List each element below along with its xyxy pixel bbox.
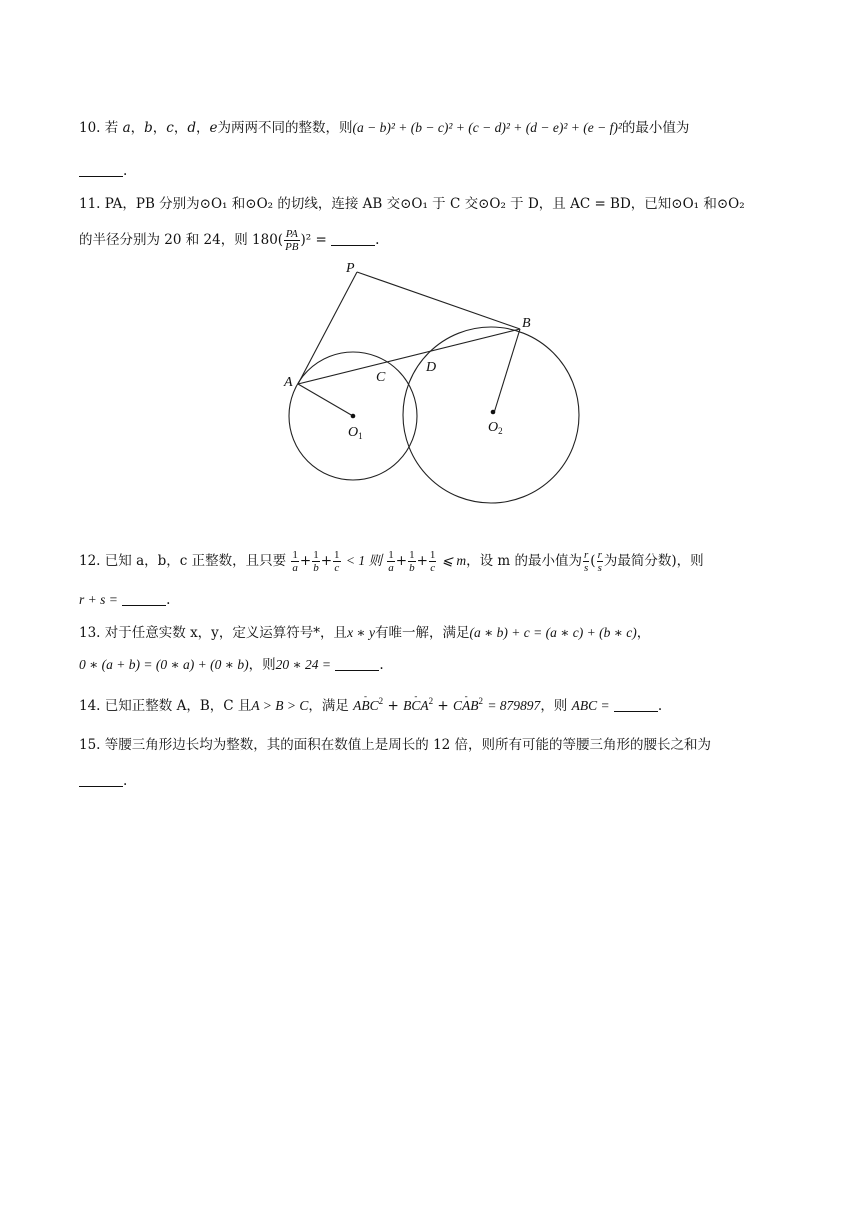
- problem-12-text-1c: 为最简分数)，则: [603, 553, 704, 569]
- problem-13-line-2: [79, 656, 384, 674]
- problem-11-text-2b: )² =: [300, 232, 327, 248]
- segment-ab: [298, 329, 520, 384]
- problem-13-text-1a: 对于任意实数 x，y，定义运算符号*，且: [104, 625, 348, 641]
- fraction-1-a-2: $\frac{1}{a}$: [388, 549, 394, 574]
- problem-10-prefix: 若: [104, 120, 119, 136]
- problem-12-line-1: 12. 已知 a，b，c 正整数，且只要 $\frac{1}{a}$ + $\frac{1}{b}$ + $\frac{1}{c}$ < 1 则 $\frac{1}{a}$ + $\frac{1}{b}$ + $\frac{1}{c}$ ⩽ m，设 m 的最小值为 $\frac{r}{s}$ ( $\frac{r}{s}$ 为最简分数)，则: [79, 549, 704, 574]
- var-e: e: [209, 120, 218, 136]
- answer-blank: [614, 699, 658, 712]
- problem-11-text-2a: 的半径分别为 20 和 24，则 180(: [79, 232, 284, 248]
- label-a: A: [284, 375, 293, 390]
- problem-13-op: x ∗ y: [347, 625, 375, 640]
- term-abc-squared: A- $BC^2$: [353, 698, 383, 713]
- problem-12-line-2: [79, 591, 170, 609]
- problem-15-tail: .: [123, 773, 128, 789]
- problem-10-suffix: 的最小值为: [621, 120, 690, 136]
- problem-12-conclusion: ⩽ m: [441, 553, 467, 568]
- problem-10-line-1: 10. 若 a，b，c，d，e为两两不同的整数，则(a − b)² + (b − c)² + (c − d)² + (d − e)² + (e − f)²的最小值为: [79, 120, 690, 136]
- fraction-r-s: $\frac{r}{s}$: [584, 549, 589, 574]
- problem-13-ask: 20 ∗ 24 =: [275, 657, 332, 672]
- problem-13-tail: .: [379, 657, 384, 673]
- problem-13-text-2b: ，则: [248, 657, 276, 673]
- problem-14-number: 14.: [79, 698, 101, 714]
- point-o2: [491, 410, 496, 415]
- problem-14-inequality: A > B > C: [251, 698, 309, 713]
- problem-12-condition: < 1 则: [345, 553, 382, 568]
- term-bca-squared: B- $CA^2$: [403, 698, 433, 713]
- term-cab-squared: C- $AB^2$: [453, 698, 483, 713]
- problem-12-tail: .: [166, 592, 171, 608]
- fraction-1-c-2: $\frac{1}{c}$: [429, 549, 436, 574]
- segment-pa: [298, 272, 357, 384]
- fraction-r-s-2: $\frac{r}{s}$: [597, 549, 602, 574]
- problem-13-text-1b: 有唯一解，满足: [374, 625, 470, 641]
- problem-11-tail: .: [375, 232, 380, 248]
- answer-blank: [122, 593, 166, 606]
- problem-11-number: 11.: [79, 196, 101, 212]
- problem-14-text-1a: 已知正整数 A，B，C 且: [104, 698, 252, 714]
- problem-12-text-1b: ，设 m 的最小值为: [466, 553, 583, 569]
- label-c: C: [376, 370, 386, 385]
- fraction-1-a: $\frac{1}{a}$: [292, 549, 298, 574]
- fraction-1-b: $\frac{1}{b}$: [313, 549, 319, 574]
- problem-15-line-2: [79, 772, 127, 790]
- label-p: P: [346, 261, 355, 276]
- problem-12-text-1a: 已知 a，b，c 正整数，且只要: [104, 553, 287, 569]
- fraction-pa-pb: $\frac{PA}{PB}$: [285, 228, 299, 253]
- problem-14-text-1c: ，则: [540, 698, 568, 714]
- label-b: B: [522, 316, 531, 331]
- problem-10-number: 10.: [79, 120, 101, 136]
- answer-blank: [335, 658, 379, 671]
- var-c: c: [166, 120, 174, 136]
- problem-12-text-2: r + s =: [79, 592, 118, 607]
- label-o1: $O_1$: [348, 425, 363, 441]
- problem-12-number: 12.: [79, 553, 101, 569]
- problem-13-comma: ，: [636, 625, 651, 641]
- problem-13-line-1: [79, 624, 650, 642]
- problem-14-tail: .: [657, 698, 663, 714]
- var-d: d: [187, 120, 197, 136]
- problem-13-number: 13.: [79, 625, 101, 641]
- problem-15-line-1: [79, 736, 711, 754]
- problem-11-text-1: PA，PB 分别为⊙O₁ 和⊙O₂ 的切线，连接 AB 交⊙O₁ 于 C 交⊙O₂ 于 D，且 AC = BD，已知⊙O₁ 和⊙O₂: [104, 196, 745, 212]
- circle-o2: [403, 327, 579, 503]
- label-o2: $O_2$: [488, 420, 503, 436]
- problem-14-line-1: 14. 已知正整数 A，B，C 且A > B > C，满足 A- $BC^2 + B-$ $CA^2 + C-$ $AB^2 = 879897$，则 ABC = .: [79, 697, 662, 715]
- problem-10-expression: (a − b)² + (b − c)² + (c − d)² + (d − e)² + (e − f)²: [352, 120, 622, 135]
- fraction-1-c: $\frac{1}{c}$: [334, 549, 340, 574]
- problem-13-eq-1: (a ∗ b) + c = (a ∗ c) + (b ∗ c): [469, 625, 637, 640]
- problem-15-number: 15.: [79, 737, 101, 753]
- answer-blank: [79, 774, 123, 787]
- var-b: b: [144, 120, 153, 136]
- radius-o2b: [494, 329, 520, 413]
- var-a: a: [122, 120, 131, 136]
- problem-13-eq-2: 0 ∗ (a + b) = (0 ∗ a) + (0 ∗ b): [79, 657, 249, 672]
- problem-15-text-1: 等腰三角形边长均为整数，其的面积在数值上是周长的 12 倍，则所有可能的等腰三角形的腰长之和为: [104, 737, 712, 753]
- point-o1: [351, 414, 356, 419]
- problem-14-eq-right: = 879897: [487, 698, 541, 713]
- fraction-1-b-2: $\frac{1}{b}$: [409, 549, 415, 574]
- problem-14-text-1b: ，满足: [308, 698, 349, 714]
- label-d: D: [426, 360, 437, 375]
- problem-10-mid: 为两两不同的整数，则: [217, 120, 353, 136]
- problem-14-ask: ABC =: [571, 698, 610, 713]
- radius-o1a: [298, 384, 353, 416]
- segment-pb: [357, 272, 520, 329]
- problem-10-tail: .: [123, 163, 128, 179]
